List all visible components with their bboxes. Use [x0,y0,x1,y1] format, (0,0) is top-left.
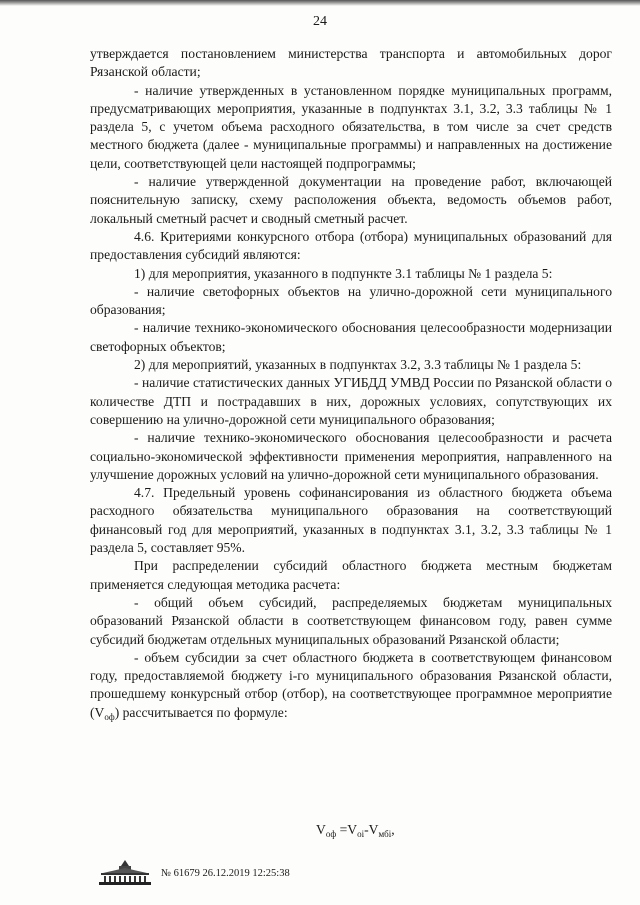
paragraph: - общий объем субсидий, распределяемых бюджетам муниципальных образований Рязанской области в соответствующем финансовом году, равен сумме субсидий бюджетам отдельных муниципальных образований Рязанской области; [90,594,612,647]
formula-term: =V [336,822,358,837]
formula-subscript: оф [325,829,337,839]
document-body [90,45,612,726]
paragraph: 2) для мероприятий, указанных в подпунктах 3.2, 3.3 таблицы № 1 раздела 5: [134,357,582,373]
registration-stamp [95,858,395,886]
text-run: ) рассчитывается по формуле: [114,704,288,720]
paragraph: - наличие статистических данных УГИБДД УМВД России по Рязанской области о количестве ДТП и пострадавших в них, дорожных условиях, сопутствующих их совершению на улично-дорожной сети муниципального образования; [90,375,612,427]
paragraph: - наличие утвержденной документации на проведение работ, включающей пояснительную записку, схему расположения объекта, ведомость объемов работ, локальный сметный расчет и сводный сметный расчет. [90,174,612,226]
scan-edge [0,0,640,6]
paragraph-with-subscript [90,649,612,726]
formula-subscript: оi [357,829,365,839]
paragraph: - наличие технико-экономического обоснования целесообразности модернизации светофорных объектов; [90,320,612,354]
subscript: оф [104,711,115,722]
formula [316,822,395,839]
paragraph: - наличие технико-экономического обоснования целесообразности и расчета социально-экономической эффективности применения мероприятия, направленного на улучшение дорожных условий на улично-дорожной сети муниципального образования. [90,430,612,482]
paragraph: - наличие светофорных объектов на улично-дорожной сети муниципального образования; [90,283,612,318]
formula-term: , [391,822,395,837]
paragraph: утверждается постановлением министерства транспорта и автомобильных дорог Рязанской области; [90,46,612,80]
text-run: - объем субсидии за счет областного бюджета в соответствующем финансовом году, предоставляемой бюджету i-го муниципального образования Рязанской области, прошедшему конкурсный отбор (отбор), на соответствующее программное мероприятие (V [90,649,612,720]
formula-term: -V [364,822,379,837]
government-building-icon [95,858,155,886]
paragraph: 1) для мероприятия, указанного в подпункте 3.1 таблицы № 1 раздела 5: [134,265,553,281]
paragraph: - наличие утвержденных в установленном порядке муниципальных программ, предусматривающих мероприятия, указанные в подпунктах 3.1, 3.2, 3.3 таблицы № 1 раздела 5, с учетом объема расходного обязательства, в том числе за счет средств местного бюджета (далее - муниципальные программы) и направленных на достижение цели, соответствующей цели настоящей подпрограммы; [90,82,612,171]
paragraph: При распределении субсидий областного бюджета местным бюджетам применяется следующая методика расчета: [90,558,612,592]
page-number: 24 [313,14,327,29]
stamp-number: № 61679 26.12.2019 12:25:38 [161,868,290,879]
formula-subscript: мбi [378,829,392,839]
formula-term: V [316,822,326,837]
paragraph: 4.7. Предельный уровень софинансирования из областного бюджета объема расходного обязательства муниципального образования на соответствующий финансовый год для мероприятий, указанных в подпунктах 3.1, 3.2, 3.3 таблицы № 1 раздела 5, составляет 95%. [90,485,612,556]
paragraph: 4.6. Критериями конкурсного отбора (отбора) муниципальных образований для предоставления субсидий являются: [90,228,612,263]
